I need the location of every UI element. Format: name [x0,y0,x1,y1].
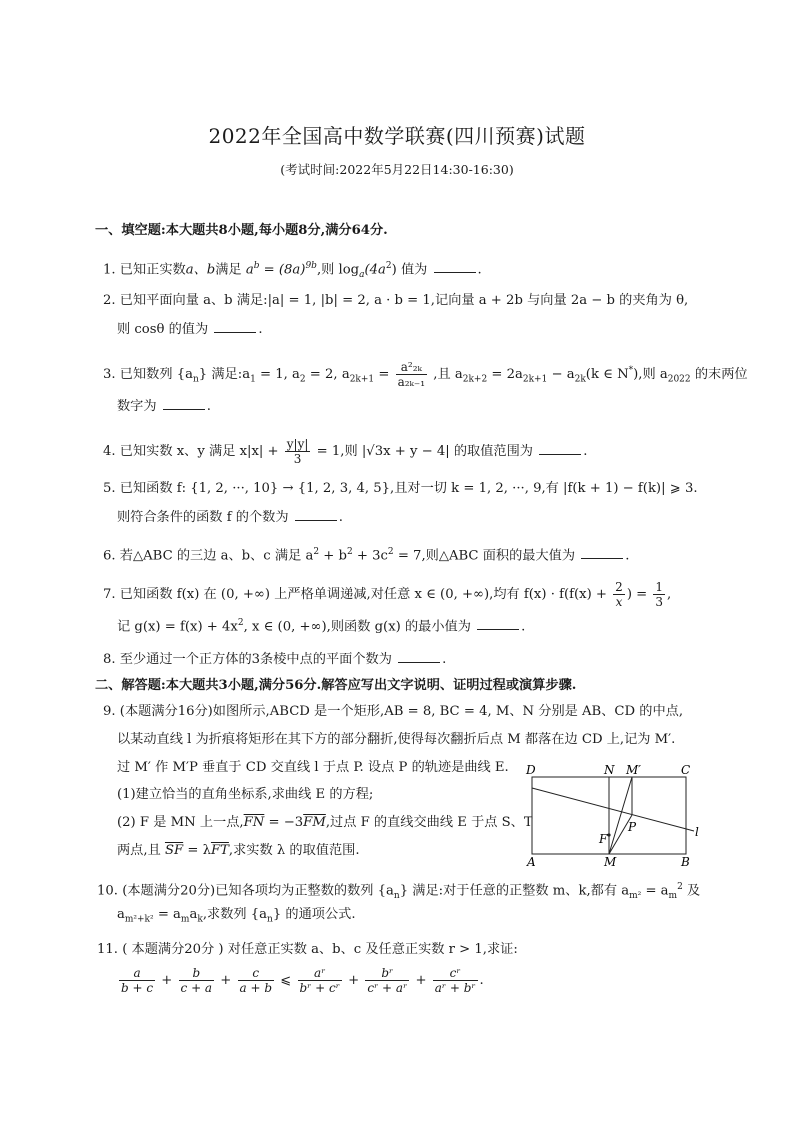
question-6 [103,543,629,565]
q3-text: . [206,399,211,414]
q11-inequality [117,966,484,996]
vector-fn: $\overline{FN}$ [243,815,265,830]
question-9-part2-cont [117,842,360,860]
q10-math: = a [641,883,669,899]
fraction-denominator: x [615,595,623,609]
label-f: F [599,832,608,846]
q3-math: 2k+1 [522,374,548,385]
label-m-prime: M′ [626,763,642,777]
q3-math: 2k+2 [462,374,488,385]
plus-sign: + [343,973,364,988]
q6-text: = 7,则△ABC 面积的最大值为 [393,548,576,564]
q10-math: a [189,907,198,922]
question-4 [103,437,587,466]
q6-math: 2 [346,547,353,557]
answer-blank[interactable] [581,546,623,559]
fraction-numerator: cʳ [433,966,478,981]
q11-fraction [365,966,409,995]
fraction-numerator: 2 [615,580,623,594]
q3-math: * [628,365,634,376]
q8-text: 至少通过一个正方体的3条棱中点的平面个数为 [119,652,392,667]
q11-number: 11. [97,942,118,957]
label-a: A [527,855,536,869]
q3-fraction [396,360,428,389]
q9-math: = −3 [264,815,304,830]
question-7-cont [117,614,525,636]
fraction-numerator: c [238,966,275,981]
answer-blank[interactable] [163,397,205,410]
q3-math: 2k [574,374,586,385]
q1-math: 2 [385,261,392,271]
answer-blank[interactable] [434,260,476,273]
fold-line-l [532,788,694,831]
question-9-line3: 过 M′ 作 M′P 垂直于 CD 交直线 l 于点 P. 设点 P 的轨迹是曲线 E. [117,760,509,775]
question-9-line2: 以某动直线 l 为折痕将矩形在其下方的部分翻折,使得每次翻折后点 M 都落在边 CD 上,记为 M′. [117,732,676,747]
q10-math: k [197,914,203,925]
q9-text: ,求实数 λ 的取值范围. [228,843,360,858]
q8-text: . [442,652,447,667]
q1-text: ,则 log [316,262,360,278]
q1-math: (4a [364,262,386,278]
q7-text: 记 g(x) = f(x) + 4x [117,619,238,635]
q5-text: 则符合条件的函数 f 的个数为 [117,510,289,525]
q1-text: a、b [185,262,216,278]
q7-fraction [653,580,665,609]
q10-text: (本题满分20分)已知各项均为正整数的数列 {a [122,883,394,899]
q3-math: 1 [250,374,256,385]
fraction-denominator: a + b [239,981,273,995]
q11-fraction [179,966,215,995]
q3-math: 2k+1 [349,374,375,385]
label-p: P [628,820,637,834]
q10-number: 10. [97,883,118,899]
exam-time: (考试时间:2022年5月22日14:30-16:30) [280,162,514,177]
section-1-heading: 一、填空题:本大题共8小题,每小题8分,满分64分. [95,223,388,238]
fraction-denominator: b + c [121,981,154,995]
q2-text: 已知平面向量 a、b 满足:|a| = 1, |b| = 2, a · b = 1,记向量 a + 2b 与向量 2a − b 的夹角为 θ, [119,293,689,308]
q11-fraction [238,966,275,995]
point-f [607,833,610,836]
q7-math: 2 [237,618,244,628]
question-5 [103,480,698,498]
plus-sign: + [157,973,177,988]
label-d: D [526,763,536,777]
question-3 [103,360,748,389]
question-2-cont [117,320,263,339]
q10-math: m² [629,891,642,902]
q6-math: + 3c [352,548,388,564]
q9-text: (本题满分16分)如图所示,ABCD 是一个矩形,AB = 8, BC = 4, M、N 分别是 AB、CD 的中点, [119,704,684,719]
q7-text: , x ∈ (0, +∞),则函数 g(x) 的最小值为 [243,619,471,635]
question-9 [103,703,683,721]
q10-math: 2 [677,882,683,892]
q11-text: ( 本题满分20分 ) 对任意正实数 a、b、c 及任意正实数 r > 1,求证: [122,942,518,957]
q1-text: . [477,262,482,278]
q3-text: ,且 a [433,367,463,382]
label-m: M [604,855,617,869]
q9-number: 9. [103,704,116,719]
q3-text: 的末两位 [690,367,748,382]
question-3-cont [117,397,211,416]
q5-text: . [338,510,343,525]
fraction-denominator: 3 [655,595,664,609]
q1-math: b [253,261,260,271]
q7-fraction [613,580,625,609]
q3-math: = 1, a [255,367,300,382]
q7-text: . [521,619,526,635]
q6-text: 若△ABC 的三边 a、b、c 满足 a [119,548,314,564]
q10-math: n [267,914,273,925]
question-11 [97,941,518,959]
q11-fraction [298,966,342,995]
answer-blank[interactable] [398,650,440,663]
q9-text: (2) F 是 MN 上一点, [117,815,244,830]
q10-text: ,求数列 {a [202,907,268,922]
q10-math: m²+k² [124,914,154,925]
q10-math: m [180,914,190,925]
q7-math: (f(x) + [563,587,612,602]
q4-text: 已知实数 x、y 满足 x|x| + [119,444,283,459]
q1-number: 1. [103,262,116,278]
question-10 [97,878,700,905]
fraction-numerator: a [119,966,155,981]
q7-math: = [631,587,652,602]
fraction-numerator: b [179,966,215,981]
question-5-cont [117,508,343,527]
answer-blank[interactable] [539,442,581,455]
q3-math: (k ∈ N [585,367,629,382]
question-9-part2 [117,814,533,832]
q1-text: ) 值为 [391,262,428,278]
vector-sf: $\overline{SF}$ [164,843,184,858]
q2-text: 则 cosθ 的值为 [117,322,209,337]
fraction-denominator: aʳ + bʳ [434,981,476,995]
q3-text: ),则 a [633,367,668,382]
fraction-numerator: a²₂ₖ [396,360,428,375]
question-8 [103,650,446,669]
q7-text: 已知函数 f(x) 在 (0, +∞) 上严格单调递减,对任意 x ∈ (0, +∞),均有 f(x) · f [119,587,564,602]
q3-math: − a [547,367,575,382]
q4-fraction [285,437,311,466]
q7-math: ) [626,587,632,602]
plus-sign: + [411,973,431,988]
q1-text: 满足 [215,262,242,278]
plus-sign: + [216,973,236,988]
fraction-numerator: aʳ [298,966,342,981]
q10-text: 及 [682,883,701,899]
q6-math: 2 [387,547,394,557]
leq-sign: ⩽ [276,973,296,988]
q8-number: 8. [103,652,116,667]
q1-text: 已知正实数 [119,262,186,278]
q1-math: = (8a) [259,262,306,278]
question-7 [103,580,671,609]
q11-fraction [433,966,478,995]
q2-number: 2. [103,293,116,308]
question-9-part1: (1)建立恰当的直角坐标系,求曲线 E 的方程; [117,787,374,802]
q3-math: = [374,367,394,382]
q1-math: a [245,262,254,278]
q4-text: = 1,则 |√3x + y − 4| 的取值范围为 [316,444,533,459]
q10-math: m [668,891,678,902]
fraction-denominator: c + a [180,981,213,995]
label-b: B [681,855,690,869]
q3-text: 已知数列 {a [119,367,193,382]
q6-text: . [625,548,630,564]
vector-fm: $\overline{FM}$ [303,815,326,830]
q2-text: . [258,322,263,337]
q9-math: = λ [183,843,211,858]
section-2-heading: 二、解答题:本大题共3小题,满分56分.解答应写出文字说明、证明过程或演算步骤. [95,678,577,693]
fraction-numerator: bʳ [365,966,409,981]
answer-blank[interactable] [477,617,519,630]
q7-number: 7. [103,587,116,602]
q3-number: 3. [103,367,116,382]
page-title: 2022年全国高中数学联赛(四川预赛)试题 [208,124,586,148]
q10-text: } 的通项公式. [272,907,356,922]
q5-number: 5. [103,481,116,496]
q3-math: = 2a [487,367,523,382]
q7-text: , [667,587,672,602]
fraction-numerator: y|y| [286,437,309,451]
q5-text: 已知函数 f: {1, 2, ···, 10} → {1, 2, 3, 4, 5},且对一切 k = 1, 2, ···, 9,有 |f(k + 1) − f(k)| ⩾ 3. [119,481,698,496]
q9-text: 两点,且 [117,843,165,858]
fraction-denominator: cʳ + aʳ [367,981,408,995]
question-1 [103,257,482,284]
q9-text: ,过点 F 的直线交曲线 E 于点 S、T [325,815,533,830]
q10-math: a [117,907,125,922]
label-l: l [695,825,699,839]
q4-number: 4. [103,444,116,459]
q3-text: } 满足:a [198,367,251,382]
rectangle-fold-figure [522,760,708,870]
label-c: C [681,763,691,777]
q3-math: 2 [299,374,306,385]
q1-math: a [359,270,365,281]
question-10-cont [117,906,356,929]
fraction-denominator: bʳ + cʳ [299,981,340,995]
q3-math: 2022 [667,374,691,385]
label-n: N [604,763,615,777]
q3-math: = 2, a [305,367,350,382]
q3-text: 数字为 [117,399,157,414]
fraction-numerator: 1 [655,580,664,594]
q10-text: } 满足:对于任意的正整数 m、k,都有 a [399,883,630,899]
q11-fraction [119,966,155,995]
q6-math: + b [319,548,347,564]
q6-math: 2 [313,547,320,557]
q4-text: . [583,444,588,459]
q10-math: = a [153,907,181,922]
q3-math: n [193,374,199,385]
period: . [479,973,484,988]
q6-number: 6. [103,548,116,564]
vector-ft: $\overline{FT}$ [210,843,229,858]
q10-math: n [393,891,400,902]
answer-blank[interactable] [295,508,337,521]
fraction-denominator: a₂ₖ₋₁ [397,375,426,389]
q1-math: 9b [305,261,317,271]
question-2 [103,292,688,310]
segment-m-mprime [609,777,632,854]
answer-blank[interactable] [214,320,256,333]
fraction-denominator: 3 [293,452,302,466]
